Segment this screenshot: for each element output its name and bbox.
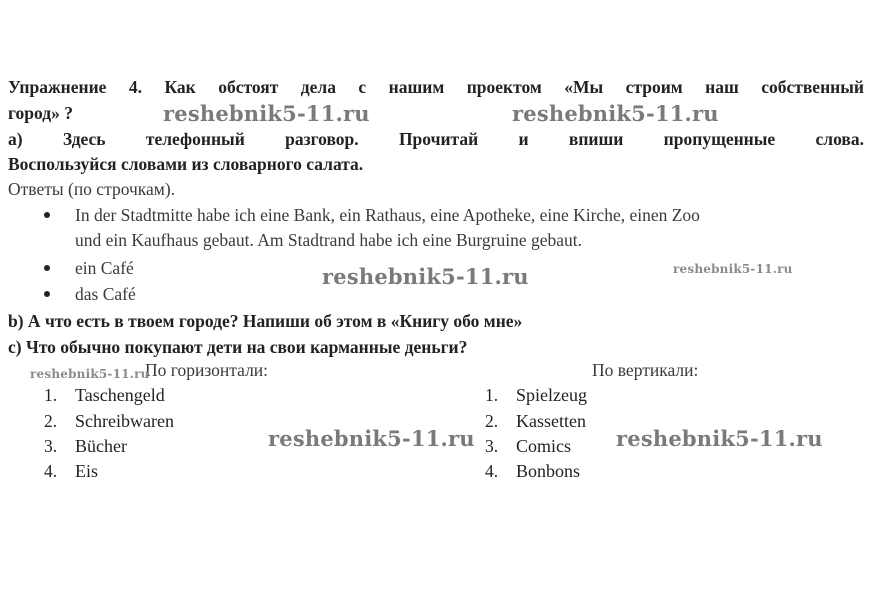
part-a-line-1: а) Здесь телефонный разговор. Прочитай и впиши пропущенные слова. bbox=[8, 129, 864, 149]
horizontal-item: Schreibwaren bbox=[75, 411, 174, 431]
list-number: 3. bbox=[485, 436, 499, 456]
vertical-item: Spielzeug bbox=[516, 385, 587, 405]
horizontal-item: Bücher bbox=[75, 436, 127, 456]
part-a-line-2: Воспользуйся словами из словарного салата. bbox=[8, 154, 364, 174]
bullet-dot bbox=[44, 212, 50, 218]
bullet-dot bbox=[44, 291, 50, 297]
bullet-item-1-continued: und ein Kaufhaus gebaut. Am Stadtrand habe ich eine Burgruine gebaut. bbox=[75, 230, 583, 250]
horizontal-item: Taschengeld bbox=[75, 385, 165, 405]
bullet-item-1: In der Stadtmitte habe ich eine Bank, ein Rathaus, eine Apotheke, eine Kirche, einen Zoo bbox=[75, 205, 700, 225]
watermark: reshebnik5-11.ru bbox=[30, 367, 150, 381]
watermark: reshebnik5-11.ru bbox=[268, 426, 475, 451]
answers-label: Ответы (по строчкам). bbox=[8, 179, 176, 199]
list-number: 4. bbox=[485, 461, 499, 481]
list-number: 3. bbox=[44, 436, 58, 456]
vertical-item: Kassetten bbox=[516, 411, 586, 431]
bullet-item-2: ein Café bbox=[75, 258, 134, 278]
part-b-line: b) А что есть в твоем городе? Напиши об этом в «Книгу обо мне» bbox=[8, 311, 523, 331]
vertical-item: Bonbons bbox=[516, 461, 581, 481]
watermark: reshebnik5-11.ru bbox=[673, 262, 793, 276]
watermark: reshebnik5-11.ru bbox=[616, 426, 823, 451]
bullet-dot bbox=[44, 265, 50, 271]
list-number: 2. bbox=[485, 411, 499, 431]
part-c-line: c) Что обычно покупают дети на свои карманные деньги? bbox=[8, 337, 468, 357]
watermark: reshebnik5-11.ru bbox=[163, 101, 370, 126]
vertical-item: Comics bbox=[516, 436, 572, 456]
list-number: 1. bbox=[485, 385, 499, 405]
horizontal-item: Eis bbox=[75, 461, 99, 481]
exercise-title-line-2: город» ? bbox=[8, 103, 73, 123]
bullet-item-3: das Café bbox=[75, 284, 136, 304]
watermark: reshebnik5-11.ru bbox=[512, 101, 719, 126]
vertical-header: По вертикали: bbox=[592, 360, 699, 380]
list-number: 1. bbox=[44, 385, 58, 405]
watermark: reshebnik5-11.ru bbox=[322, 264, 529, 289]
horizontal-header: По горизонтали: bbox=[145, 360, 269, 380]
exercise-title-line-1: Упражнение 4. Как обстоят дела с нашим проектом «Мы строим наш собственный bbox=[8, 77, 864, 97]
list-number: 4. bbox=[44, 461, 58, 481]
list-number: 2. bbox=[44, 411, 58, 431]
